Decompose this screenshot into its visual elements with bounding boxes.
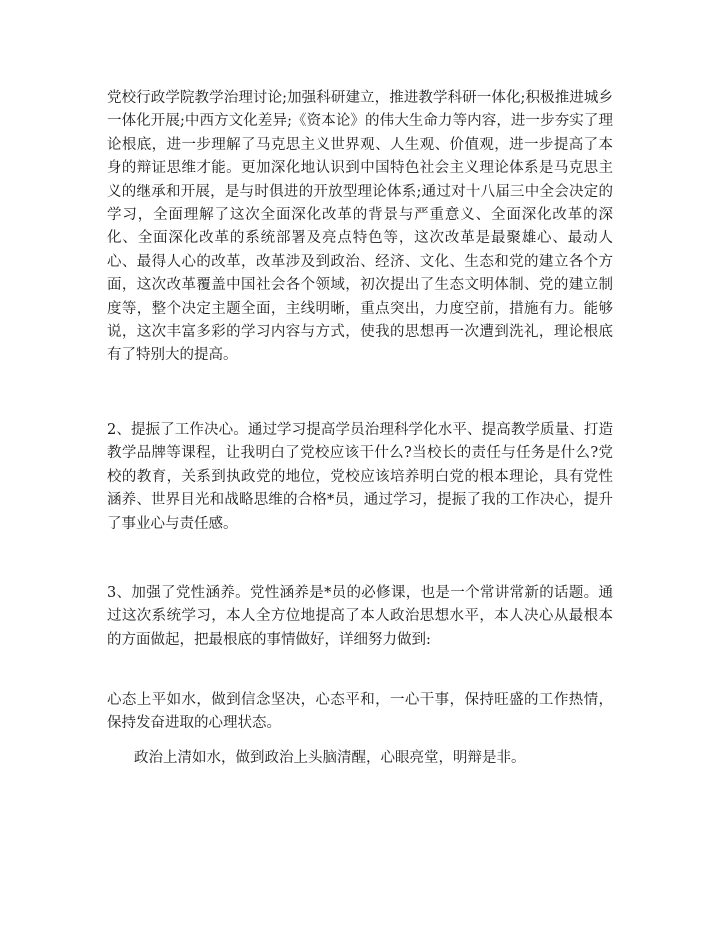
paragraph-work-resolve: 2、提振了工作决心。通过学习提高学员治理科学化水平、提高教学质量、打造教学品牌等课程，让我明白了党校应该干什么?当校长的责任与任务是什么?党校的教育，关系到执政党的地位，党校应该培养明白党的根本理论，具有党性涵养、世界目光和战略思维的合格*员，通过学习，提振了我的工作决心，提升了事业心与责任感。 — [107, 422, 613, 532]
paragraph-party-spirit: 3、加强了党性涵养。党性涵养是*员的必修课，也是一个常讲常新的话题。通过这次系统学习，本人全方位地提高了本人政治思想水平，本人决心从最根本的方面做起，把最根底的事情做好，详细努力做到: — [107, 585, 613, 648]
paragraph-politics: 政治上清如水，做到政治上头脑清醒，心眼亮堂，明辩是非。 — [134, 750, 526, 766]
paragraph-mindset: 心态上平如水，做到信念坚决，心态平和，一心干事，保持旺盛的工作热情，保持发奋进取的心理状态。 — [107, 692, 613, 732]
paragraph-theory-study: 党校行政学院教学治理讨论;加强科研建立，推进教学科研一体化;积极推进城乡一体化开展;中西方文化差异;《资本论》的伟大生命力等内容，进一步夯实了理论根底，进一步理解了马克思主义世界观、人生观、价值观，进一步提高了本身的辩证思维才能。更加深化地认识到中国特色社会主义理论体系是马克思主义的继承和开展，是与时俱进的开放型理论体系;通过对十八届三中全会决定的学习，全面理解了这次全面深化改革的背景与严重意义、全面深化改革的深化、全面深化改革的系统部署及亮点特色等，这次改革是最聚雄心、最动人心、最得人心的改革，改革涉及到政治、经济、文化、生态和党的建立各个方面，这次改革覆盖中国社会各个领域，初次提出了生态文明体制、党的建立制度等，整个决定主题全面，主线明晰，重点突出，力度空前，措施有力。能够说，这次丰富多彩的学习内容与方式，使我的思想再一次遭到洗礼，理论根底有了特别大的提高。 — [107, 90, 613, 364]
